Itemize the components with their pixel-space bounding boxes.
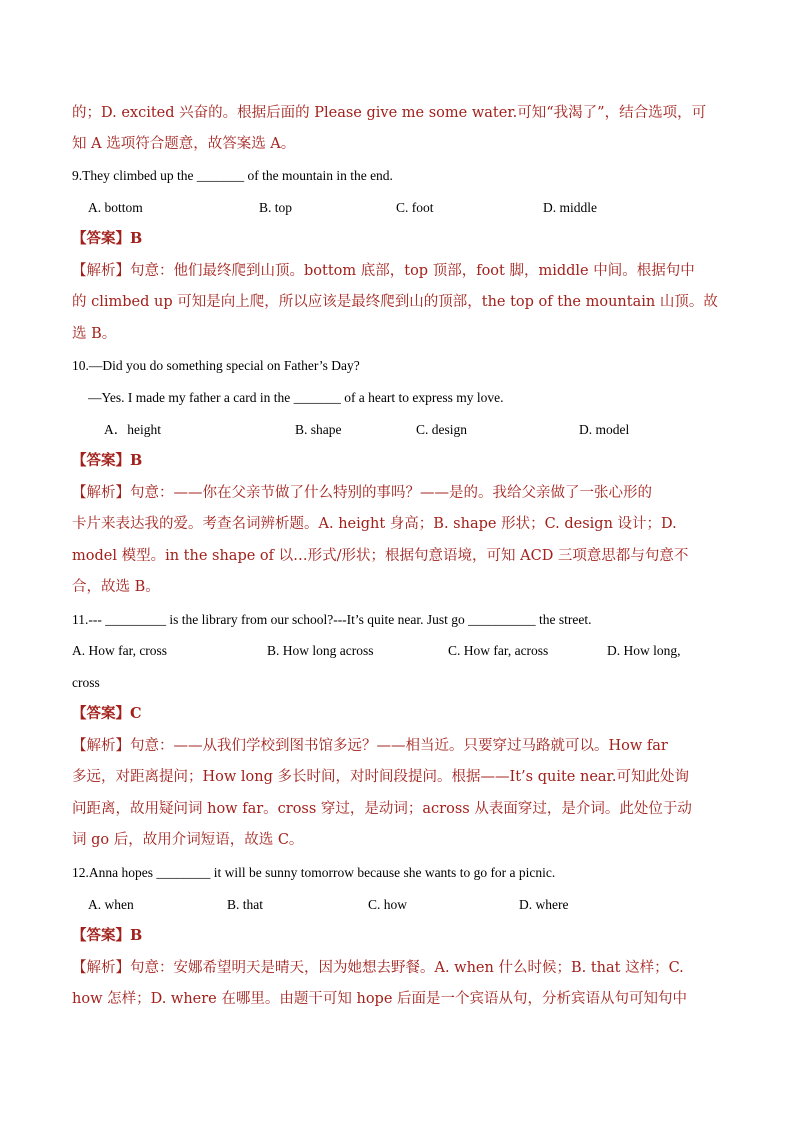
question-9-answer: 【答案】B (72, 230, 143, 247)
question-10-analysis-line-3: model 模型。in the shape of 以…形式/形状；根据句意语境，可知 ACD 三项意思都与句意不 (72, 548, 689, 564)
question-11-answer: 【答案】C (72, 705, 142, 722)
question-12-answer: 【答案】B (72, 927, 143, 944)
question-11-option-d: D. How long, (607, 643, 681, 658)
question-12-analysis-line-2: how 怎样；D. where 在哪里。由题干可知 hope 后面是一个宾语从句，分析宾语从句可知句中 (72, 991, 688, 1007)
analysis-continued-line-1: 的；D. excited 兴奋的。根据后面的 Please give me some water.可知“我渴了”，结合选项，可 (72, 105, 707, 121)
question-9-option-b: B. top (259, 200, 293, 215)
question-10-analysis-line-2: 卡片来表达我的爱。考查名词辨析题。A. height 身高；B. shape 形状；C. design 设计；D. (72, 516, 677, 532)
question-11-analysis-line-3: 问距离，故用疑问词 how far。cross 穿过，是动词；across 从表面穿过，是介词。此处位于动 (72, 801, 692, 817)
question-12-option-c: C. how (368, 897, 408, 912)
question-10-option-a: A．height (104, 422, 161, 437)
question-12-option-a: A. when (88, 897, 134, 912)
question-12-option-b: B. that (227, 897, 263, 912)
question-11-option-d-continued: cross (72, 675, 100, 690)
question-11-stem: 11.--- _________ is the library from our school?---It’s quite near. Just go __________ the street. (72, 612, 592, 627)
question-11-analysis-line-1: 【解析】句意：——从我们学校到图书馆多远？——相当近。只要穿过马路就可以。How far (72, 738, 668, 754)
question-11-option-a: A. How far, cross (72, 643, 168, 658)
question-12-analysis-line-1: 【解析】句意：安娜希望明天是晴天，因为她想去野餐。A. when 什么时候；B. that 这样；C. (72, 960, 684, 976)
analysis-continued-line-2: 知 A 选项符合题意，故答案选 A。 (72, 136, 296, 152)
question-10-stem-line-1: 10.—Did you do something special on Father’s Day? (72, 358, 360, 373)
question-11-analysis-line-2: 多远，对距离提问；How long 多长时间，对时间段提问。根据——It’s quite near.可知此处询 (72, 769, 689, 785)
question-12-option-d: D. where (519, 897, 569, 912)
question-9-analysis-line-1: 【解析】句意：他们最终爬到山顶。bottom 底部，top 顶部，foot 脚，middle 中间。根据句中 (72, 263, 695, 279)
question-10-option-d: D. model (579, 422, 630, 437)
question-9-option-c: C. foot (396, 200, 434, 215)
question-11-option-b: B. How long across (267, 643, 374, 658)
question-9-option-a: A. bottom (88, 200, 143, 215)
question-9-stem: 9.They climbed up the _______ of the mountain in the end. (72, 168, 393, 183)
question-10-analysis-line-1: 【解析】句意：——你在父亲节做了什么特别的事吗？——是的。我给父亲做了一张心形的 (72, 485, 652, 501)
question-10-option-b: B. shape (295, 422, 342, 437)
question-9-analysis-line-3: 选 B。 (72, 326, 117, 342)
question-10-option-c: C. design (416, 422, 468, 437)
question-12-stem: 12.Anna hopes ________ it will be sunny tomorrow because she wants to go for a picnic. (72, 865, 556, 880)
question-10-stem-line-2: —Yes. I made my father a card in the _______ of a heart to express my love. (88, 390, 504, 405)
question-11-option-c: C. How far, across (448, 643, 549, 658)
question-9-analysis-line-2: 的 climbed up 可知是向上爬，所以应该是最终爬到山的顶部，the top of the mountain 山顶。故 (72, 294, 718, 310)
question-11-analysis-line-4: 词 go 后，故用介词短语，故选 C。 (72, 832, 304, 848)
question-9-option-d: D. middle (543, 200, 597, 215)
question-10-answer: 【答案】B (72, 452, 143, 469)
question-10-analysis-line-4: 合，故选 B。 (72, 579, 160, 595)
